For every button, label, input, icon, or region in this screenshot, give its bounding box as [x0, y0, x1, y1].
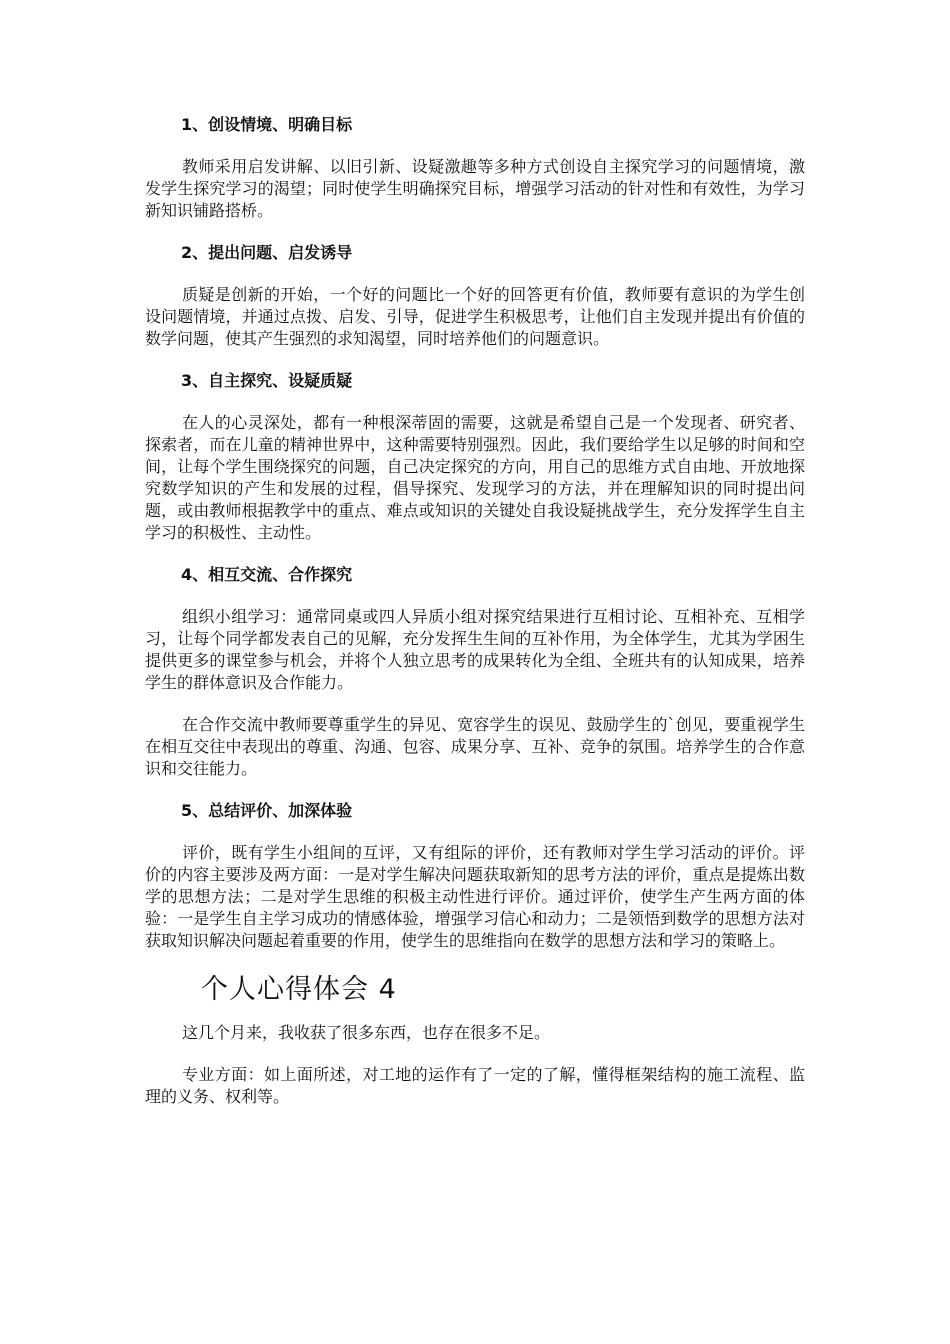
section-4-heading: 4、相互交流、合作探究 [181, 565, 353, 584]
section-3-heading: 3、自主探究、设疑质疑 [181, 371, 353, 390]
section-2-paragraph: 质疑是创新的开始，一个好的问题比一个好的回答更有价值，教师要有意识的为学生创设问题情境，并通过点拨、启发、引导，促进学生积极思考，让他们自主发现并提出有价值的数学问题，使其产生强烈的求知渴望，同时培养他们的问题意识。 [145, 285, 805, 348]
section-5-heading: 5、总结评价、加深体验 [181, 801, 353, 820]
page-title: 个人心得体会 4 [201, 974, 397, 1005]
final-paragraph-1: 这几个月来，我收获了很多东西，也存在很多不足。 [182, 1023, 551, 1042]
section-5-paragraph: 评价，既有学生小组间的互评，又有组际的评价，还有教师对学生学习活动的评价。评价的内容主要涉及两方面：一是对学生解决问题获取新知的思考方法的评价，重点是提炼出数学的思想方法；二是对学生思维的积极主动性进行评价。通过评价，使学生产生两方面的体验：一是学生自主学习成功的情感体验，增强学习信心和动力；二是领悟到数学的思想方法对获取知识解决问题起着重要的作用，使学生的思维指向在数学的思想方法和学习的策略上。 [145, 843, 805, 950]
document-body [145, 114, 805, 1128]
section-2-heading: 2、提出问题、启发诱导 [181, 243, 353, 262]
section-4-paragraph-1: 组织小组学习：通常同桌或四人异质小组对探究结果进行互相讨论、互相补充、互相学习，让每个同学都发表自己的见解，充分发挥生生间的互补作用，为全体学生，尤其为学困生提供更多的课堂参与机会，并将个人独立思考的成果转化为全组、全班共有的认知成果，培养学生的群体意识及合作能力。 [145, 607, 805, 692]
section-1-paragraph: 教师采用启发讲解、以旧引新、设疑激趣等多种方式创设自主探究学习的问题情境，激发学生探究学习的渴望；同时使学生明确探究目标，增强学习活动的针对性和有效性，为学习新知识铺路搭桥。 [145, 157, 805, 220]
section-4-paragraph-2: 在合作交流中教师要尊重学生的异见、宽容学生的误见、鼓励学生的`创见，要重视学生在相互交往中表现出的尊重、沟通、包容、成果分享、互补、竞争的氛围。培养学生的合作意识和交往能力。 [145, 715, 805, 778]
final-paragraph-2: 专业方面：如上面所述，对工地的运作有了一定的了解，懂得框架结构的施工流程、监理的义务、权利等。 [145, 1065, 805, 1106]
section-3-paragraph: 在人的心灵深处，都有一种根深蒂固的需要，这就是希望自己是一个发现者、研究者、探索者，而在儿童的精神世界中，这种需要特别强烈。因此，我们要给学生以足够的时间和空间，让每个学生围绕探究的问题，自己决定探究的方向，用自己的思维方式自由地、开放地探究数学知识的产生和发展的过程，倡导探究、发现学习的方法，并在理解知识的同时提出问题，或由教师根据教学中的重点、难点或知识的关键处自我设疑挑战学生，充分发挥学生自主学习的积极性、主动性。 [145, 413, 805, 542]
section-1-heading: 1、创设情境、明确目标 [181, 115, 353, 134]
